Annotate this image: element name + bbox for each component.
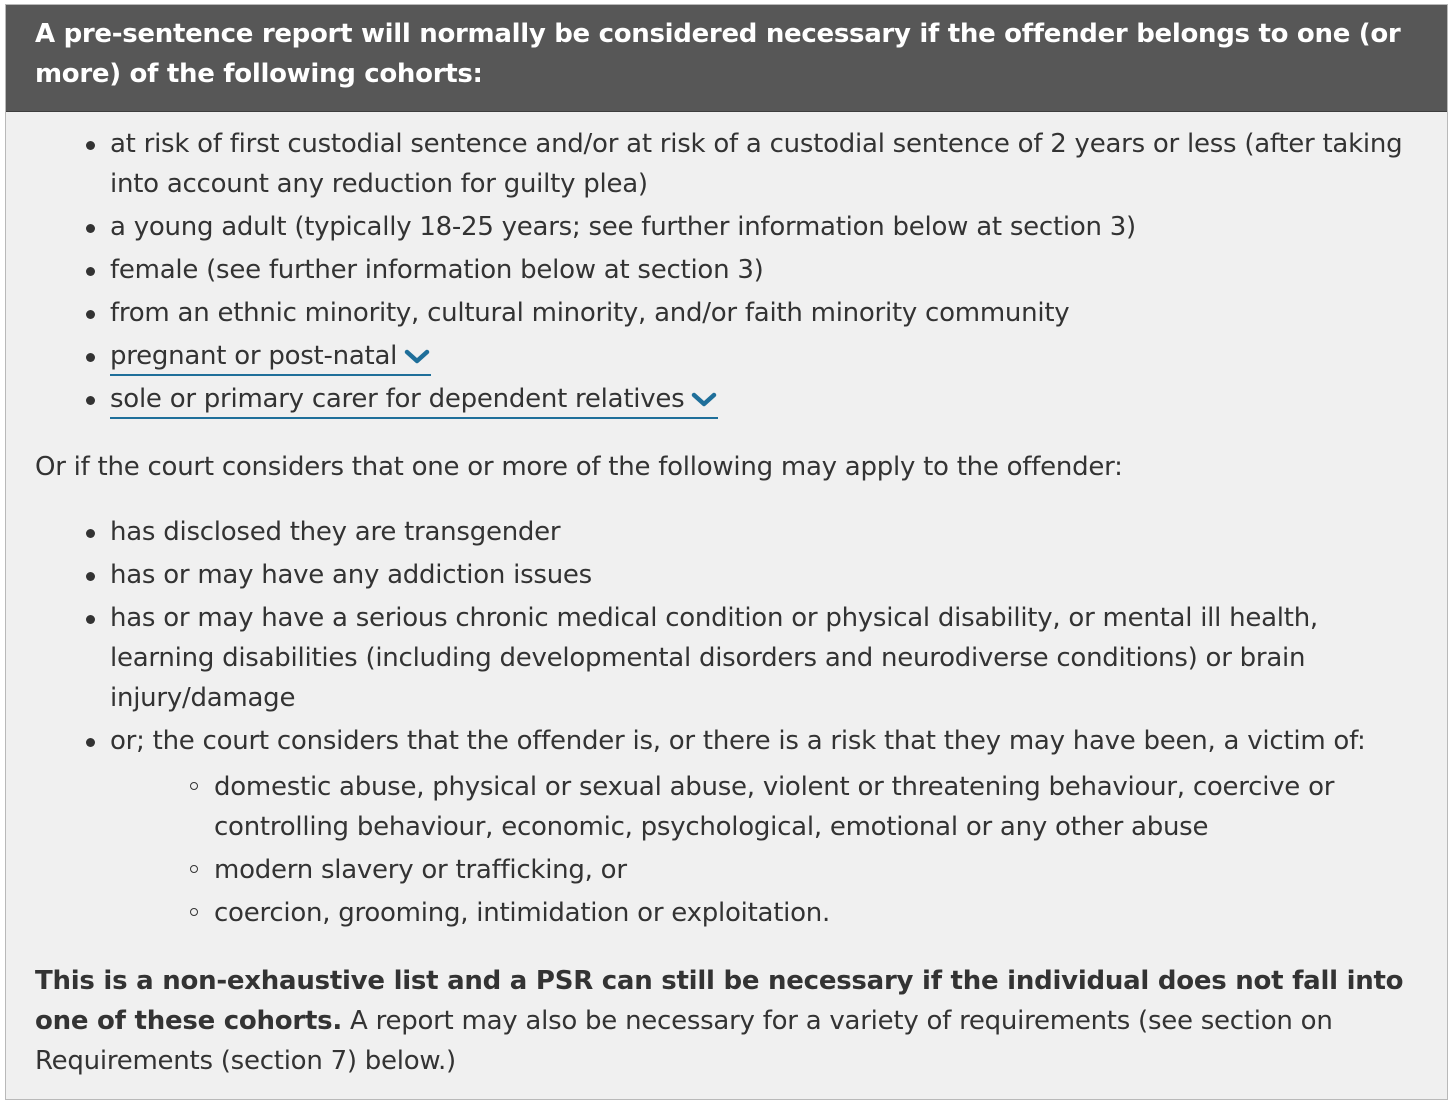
list-item: has or may have any addiction issues [110, 555, 1407, 595]
court-intro-text: Or if the court considers that one or more of the following may apply to the offender: [35, 452, 1123, 482]
victim-sublist [110, 767, 1407, 933]
footer-note-bold: This is a non-exhaustive list and a PSR can still be necessary if the individual does not fall into one of these cohorts. [35, 966, 1404, 1036]
list-item: from an ethnic minority, cultural minority, and/or faith minority community [110, 293, 1407, 333]
psr-guidance-panel [5, 4, 1448, 1100]
cohort-list [35, 124, 1407, 419]
panel-header: A pre-sentence report will normally be considered necessary if the offender belongs to one (or more) of the following cohorts: [6, 5, 1447, 112]
footer-note-text: A report may also be necessary for a variety of requirements (see section on Requirements (section 7) below.) [35, 1006, 1333, 1076]
expander-label: sole or primary carer for dependent relatives [110, 384, 685, 414]
court-considerations-list [35, 512, 1407, 933]
chevron-down-icon [690, 390, 718, 408]
list-item: at risk of first custodial sentence and/or at risk of a custodial sentence of 2 years or less (after taking into account any reduction for guilty plea) [110, 124, 1407, 204]
sublist-item: modern slavery or trafficking, or [214, 850, 1407, 890]
expander-pregnant-post-natal[interactable] [110, 338, 431, 376]
list-item [110, 721, 1407, 933]
list-item: a young adult (typically 18-25 years; see further information below at section 3) [110, 207, 1407, 247]
list-item: female (see further information below at section 3) [110, 250, 1407, 290]
expander-sole-primary-carer[interactable] [110, 381, 718, 419]
sublist-item: domestic abuse, physical or sexual abuse, violent or threatening behaviour, coercive or controlling behaviour, economic, psychological, emotional or any other abuse [214, 767, 1407, 847]
list-item: has or may have a serious chronic medical condition or physical disability, or mental ill health, learning disabilities (including developmental disorders and neurodiverse conditions) or brain injury/damage [110, 598, 1407, 718]
list-item: has disclosed they are transgender [110, 512, 1407, 552]
footer-note [35, 961, 1407, 1081]
victim-intro-text: or; the court considers that the offender is, or there is a risk that they may have been, a victim of: [110, 726, 1366, 756]
expander-label: pregnant or post-natal [110, 341, 398, 371]
sublist-item: coercion, grooming, intimidation or exploitation. [214, 893, 1407, 933]
list-item [110, 336, 1407, 376]
chevron-down-icon [403, 347, 431, 365]
list-item [110, 379, 1407, 419]
panel-body [6, 112, 1447, 1081]
